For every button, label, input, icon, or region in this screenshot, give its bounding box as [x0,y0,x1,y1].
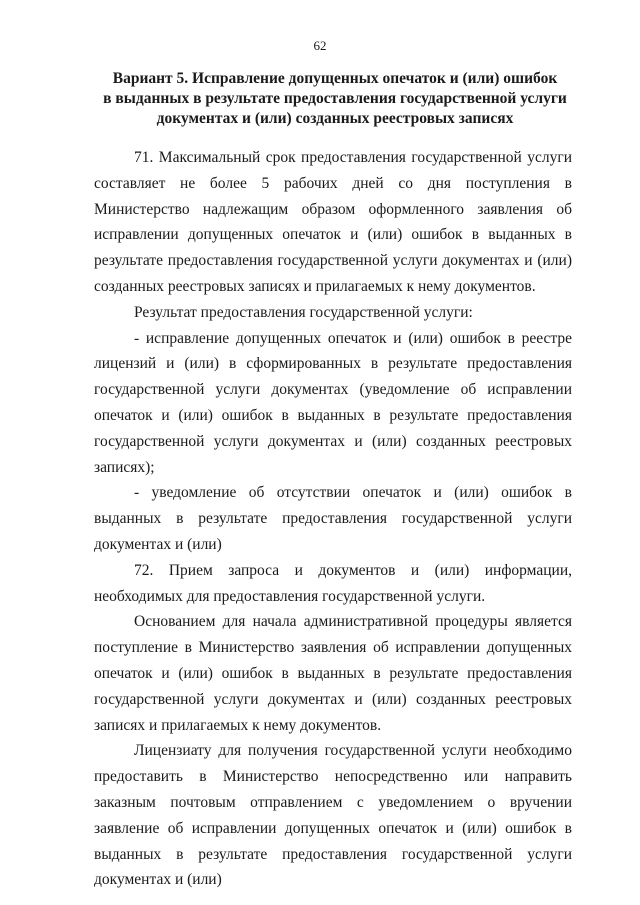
paragraph-licensee-submission: Лицензиату для получения государственной услуги необходимо предоставить в Министерство непосредственно или направить заказным почтовым отправлением с уведомлением о вручении заявление об исправлении допущенных опечаток и (или) ошибок в выданных в результате предоставления государственной услуги документах и (или) [94,742,572,889]
section-title [95,69,575,129]
paragraph-71-max-term: 71. Максимальный срок предоставления государственной услуги составляет не более 5 рабочих дней со дня поступления в Министерство надлежащим образом оформленного заявления об исправлении допущенных опечаток и (или) ошибок в выданных в результате предоставления государственной услуги документах и (или) созданных реестровых записях и прилагаемых к нему документов. [94,149,572,295]
page-number: 62 [313,38,327,53]
paragraph-72-request-intake: 72. Прием запроса и документов и (или) информации, необходимых для предоставления государственной услуги. [94,561,572,605]
section-title-line-2: в выданных в результате предоставления государственной услуги [103,90,567,107]
section-title-line-1: Вариант 5. Исправление допущенных опечаток и (или) ошибок [112,70,558,87]
document-body [94,145,572,893]
paragraph-result-correction: - исправление допущенных опечаток и (или) ошибок в реестре лицензий и (или) в сформированных в результате предоставления государственной услуги документах (уведомление об исправлении опечаток и (или) ошибок в выданных в результате предоставления государственной услуги документах и (или) созданных реестровых записях); [94,329,572,476]
section-title-line-3: документах и (или) созданных реестровых записях [156,110,514,127]
paragraph-procedure-basis: Основанием для начала административной процедуры является поступление в Министерство заявления об исправлении допущенных опечаток и (или) ошибок в выданных в результате предоставления государственной услуги документах и (или) созданных реестровых записях и прилагаемых к нему документов. [94,613,572,734]
paragraph-result-heading: Результат предоставления государственной услуги: [134,303,473,321]
paragraph-result-notification: - уведомление об отсутствии опечаток и (или) ошибок в выданных в результате предоставления государственной услуги документах и (или) [94,484,572,553]
